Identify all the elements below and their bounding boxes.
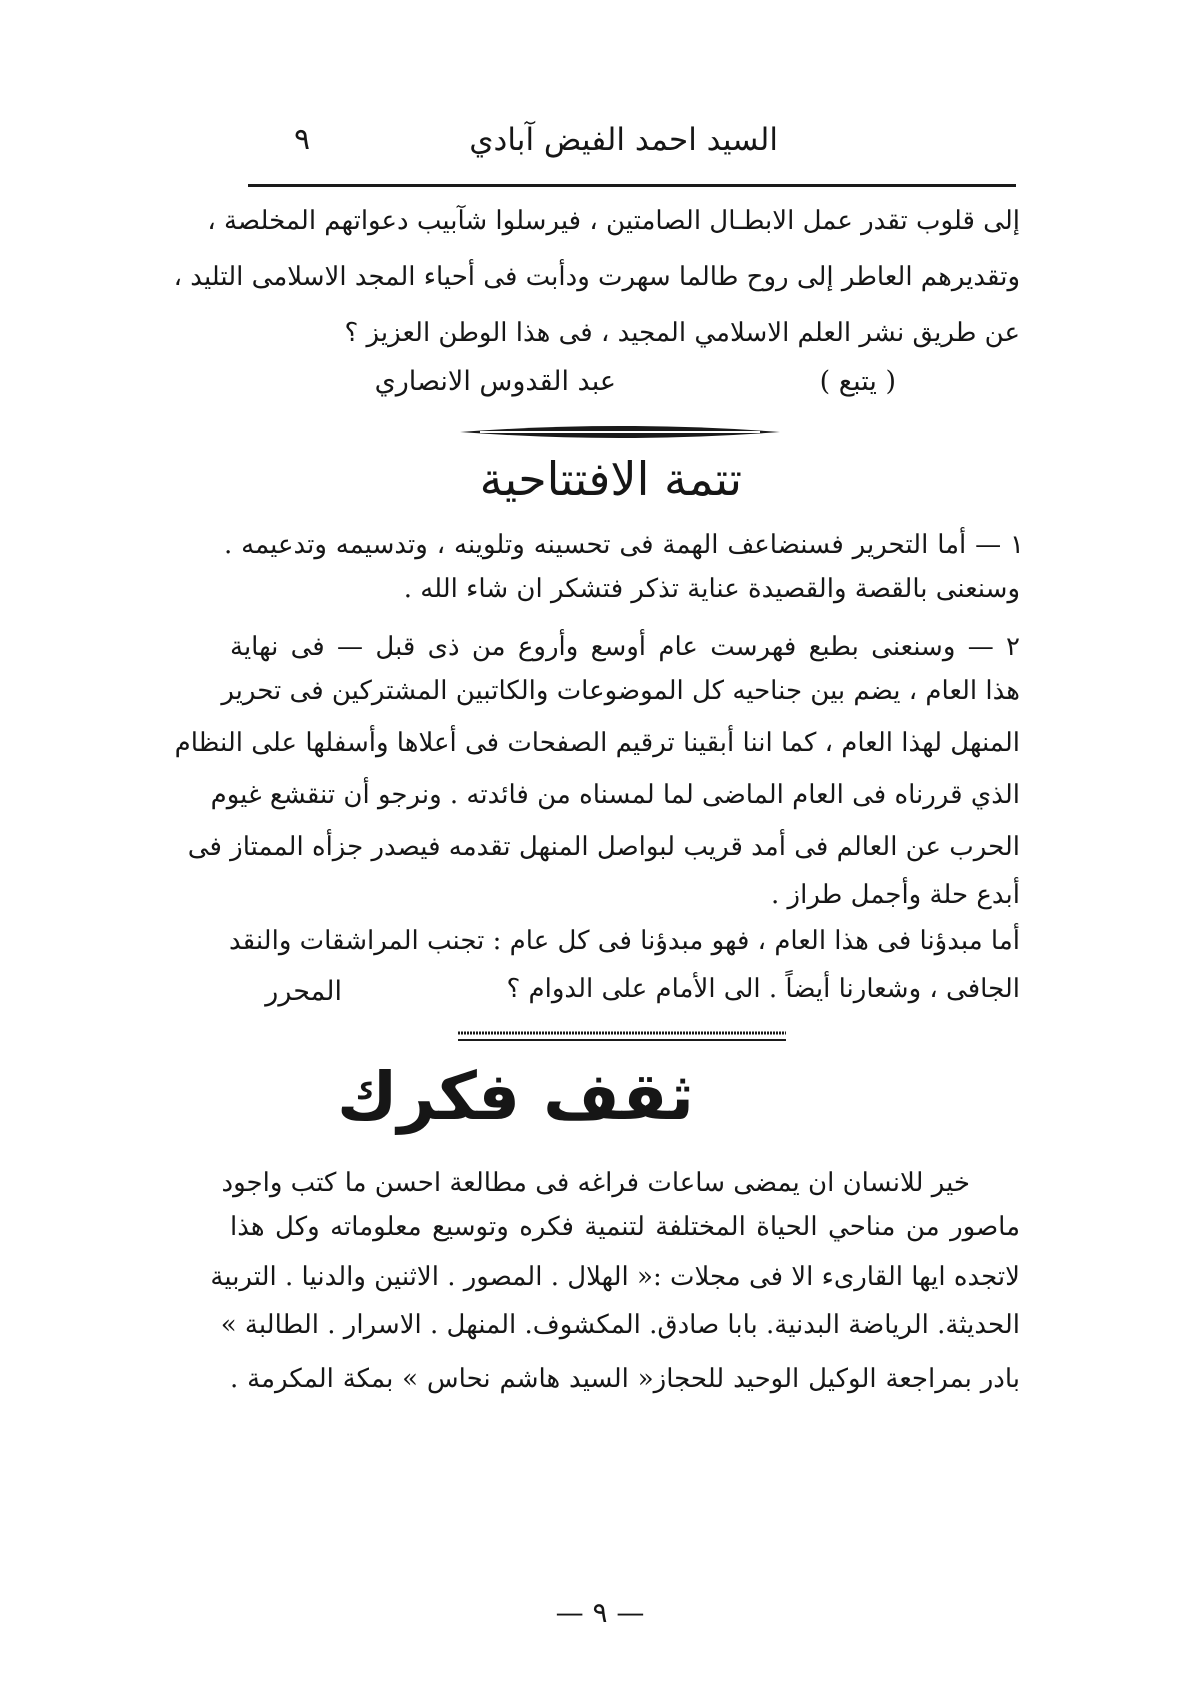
- running-header: [248, 118, 1018, 170]
- article-line-3: عن طريق نشر العلم الاسلامي المجيد ، فى هذا الوطن العزيز ؟: [344, 318, 1020, 348]
- ad-line-4: الحديثة. الرياضة البدنية. بابا صادق. المكشوف. المنهل . الاسرار . الطالبة »: [220, 1310, 1020, 1340]
- tatimma-line-5: المنهل لهذا العام ، كما اننا أبقينا ترقيم الصفحات فى أعلاها وأسفلها على النظام: [174, 728, 1020, 758]
- tatimma-line-9: أما مبدؤنا فى هذا العام ، فهو مبدؤنا فى كل عام : تجنب المراشقات والنقد: [229, 926, 1020, 956]
- footer-page-number: — ٩ —: [555, 1596, 645, 1629]
- ad-line-3: لاتجده ايها القارىء الا فى مجلات :« الهلال . المصور . الاثنين والدنيا . التربية: [210, 1262, 1020, 1292]
- section-title-thaqqif: ثقف فكرك: [336, 1058, 694, 1135]
- ad-line-1: خير للانسان ان يمضى ساعات فراغه فى مطالعة احسن ما كتب واجود: [221, 1168, 970, 1198]
- tatimma-line-4: هذا العام ، يضم بين جناحيه كل الموضوعات والكاتبين المشتركين فى تحرير: [221, 676, 1020, 706]
- ornament-divider: [460, 418, 780, 446]
- tatimma-line-7: الحرب عن العالم فى أمد قريب لبواصل المنهل تقدمه فيصدر جزأه الممتاز فى: [187, 832, 1020, 862]
- running-title: السيد احمد الفيض آبادي: [469, 122, 778, 158]
- header-rule: [248, 184, 1016, 187]
- section-title-tatimma: تتمة الافتتاحية: [479, 452, 742, 506]
- continued-note: ( يتبع ): [819, 366, 896, 397]
- tatimma-line-6: الذي قررناه فى العام الماضى لما لمسناه من فائدته . ونرجو أن تنقشع غيوم: [210, 780, 1020, 810]
- article-line-2: وتقديرهم العاطر إلى روح طالما سهرت ودأبت فى أحياء المجد الاسلامى التليد ،: [173, 262, 1020, 292]
- ad-line-5: بادر بمراجعة الوكيل الوحيد للحجاز« السيد هاشم نحاس » بمكة المكرمة .: [230, 1364, 1020, 1394]
- ad-line-2: ماصور من مناحي الحياة المختلفة لتنمية فكره وتوسيع معلوماته وكل هذا: [230, 1212, 1020, 1242]
- author-name: عبد القدوس الانصاري: [374, 366, 616, 397]
- tatimma-line-3: ٢ — وسنعنى بطبع فهرست عام أوسع وأروع من ذى قبل — فى نهاية: [230, 632, 1020, 662]
- double-rule-divider: [458, 1030, 786, 1044]
- tatimma-line-1: ١ — أما التحرير فسنضاعف الهمة فى تحسينه وتلوينه ، وتدسيمه وتدعيمه .: [224, 530, 1024, 560]
- header-page-number: ٩: [294, 122, 311, 157]
- article-line-1: إلى قلوب تقدر عمل الابطـال الصامتين ، فيرسلوا شآبيب دعواتهم المخلصة ،: [207, 206, 1020, 236]
- editor-signature: المحرر: [265, 976, 342, 1007]
- tatimma-line-2: وسنعنى بالقصة والقصيدة عناية تذكر فتشكر ان شاء الله .: [403, 574, 1020, 604]
- tatimma-line-8: أبدع حلة وأجمل طراز .: [771, 880, 1020, 910]
- tatimma-line-10: الجافى ، وشعارنا أيضاً . الى الأمام على الدوام ؟: [506, 974, 1020, 1004]
